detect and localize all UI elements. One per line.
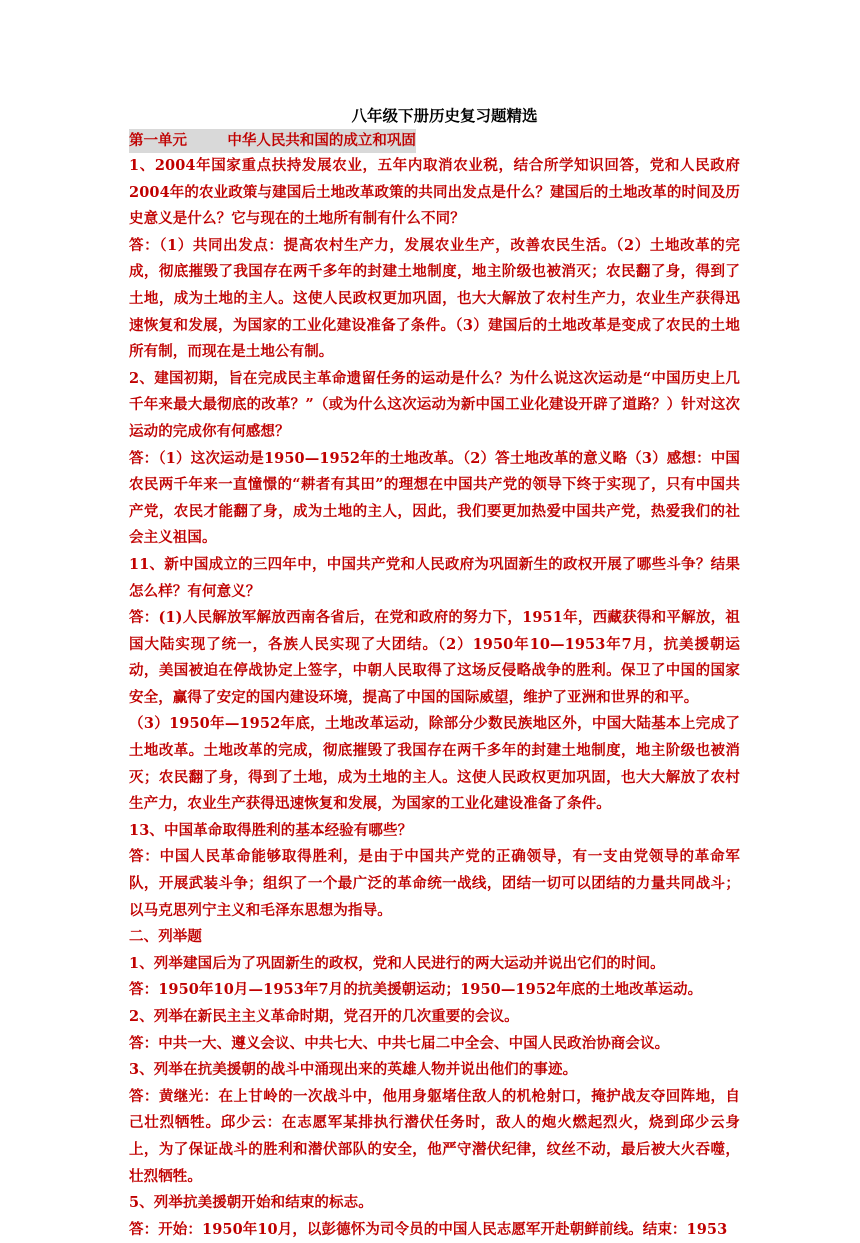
list-question-3: 3、列举在抗美援朝的战斗中涌现出来的英雄人物并说出他们的事迹。 [129,1061,578,1079]
list-answer-3: 答：黄继光：在上甘岭的一次战斗中，他用身躯堵住敌人的机枪射口，掩护战友夺回阵地，自己壮烈牺牲。邱少云：在志愿军某排执行潜伏任务时，敌人的炮火燃起烈火，烧到邱少云身上，为了保证战斗的胜利和潜伏部队的安全，他严守潜伏纪律，纹丝不动，最后被大火吞噬，壮烈牺牲。 [129,1087,740,1185]
list-question-1: 1、列举建国后为了巩固新生的政权，党和人民进行的两大运动并说出它们的时间。 [129,954,665,972]
list-question-2: 2、列举在新民主主义革命时期，党召开的几次重要的会议。 [129,1008,519,1025]
answer-11: 答：(1)人民解放军解放西南各省后，在党和政府的努力下，1951年，西藏获得和平解放，祖国大陆实现了统一，各族人民实现了大团结。（2）1950年10—1953年7月，抗美援朝运动，美国被迫在停战协定上签字，中朝人民取得了这场反侵略战争的胜利。保卫了中国的国家安全，赢得了安定的国内建设环境，提高了中国的国际威望，维护了亚洲和世界的和平。 [129,609,740,706]
question-1: 1、2004年国家重点扶持发展农业，五年内取消农业税，结合所学知识回答，党和人民政府2004年的农业政策与建国后土地改革政策的共同出发点是什么？建国后的土地改革的时间及历史意义是什么？它与现在的土地所有制有什么不同？ [129,157,740,228]
answer-1: 答：（1）共同出发点：提高农村生产力，发展农业生产，改善农民生活。（2）土地改革的完成，彻底摧毁了我国存在两千多年的封建土地制度，地主阶级也被消灭；农民翻了身，得到了土地，成为土地的主人。这使人民政权更加巩固，也大大解放了农村生产力，农业生产获得迅速恢复和发展，为国家的工业化建设准备了条件。（3）建国后的土地改革是变成了农民的土地所有制，而现在是土地公有制。 [129,236,740,361]
answer-2: 答：（1）这次运动是1950—1952年的土地改革。（2）答土地改革的意义略（3）感想：中国农民两千年来一直憧憬的“耕者有其田”的理想在中国共产党的领导下终于实现了，只有中国共产党，农民才能翻了身，成为土地的主人，因此，我们要更加热爱中国共产党，热爱我们的社会主义祖国。 [129,449,740,547]
question-2: 2、建国初期，旨在完成民主革命遗留任务的运动是什么？为什么说这次运动是“中国历史上几千年来最大最彻底的改革？”（或为什么这次运动为新中国工业化建设开辟了道路？）针对这次运动的完成你有何感想？ [129,369,740,440]
answer-11-part-3: （3）1950年—1952年底，土地改革运动，除部分少数民族地区外，中国大陆基本上完成了土地改革。土地改革的完成，彻底摧毁了我国存在两千多年的封建土地制度，地主阶级也被消灭；农民翻了身，得到了土地，成为土地的主人。这使人民政权更加巩固，也大大解放了农村生产力，农业生产获得迅速恢复和发展，为国家的工业化建设准备了条件。 [129,715,740,813]
answer-13: 答：中国人民革命能够取得胜利，是由于中国共产党的正确领导，有一支由党领导的革命军队，开展武装斗争；组织了一个最广泛的革命统一战线，团结一切可以团结的力量共同战斗；以马克思列宁主义和毛泽东思想为指导。 [129,848,740,919]
question-11: 11、新中国成立的三四年中，中国共产党和人民政府为巩固新生的政权开展了哪些斗争？结果怎么样？有何意义？ [129,555,740,600]
list-answer-2: 答：中共一大、遵义会议、中共七大、中共七届二中全会、中国人民政治协商会议。 [129,1034,670,1052]
list-question-5: 5、列举抗美援朝开始和结束的标志。 [129,1194,373,1212]
list-answer-1: 答：1950年10月—1953年7月的抗美援朝运动；1950—1952年底的土地改革运动。 [129,981,703,999]
document-title: 八年级下册历史复习题精选 [351,106,538,125]
question-13: 13、中国革命取得胜利的基本经验有哪些？ [129,821,413,839]
unit-heading: 第一单元 中华人民共和国的成立和巩固 [129,129,416,153]
list-answer-5: 答：开始：1950年10月，以彭德怀为司令员的中国人民志愿军开赴朝鲜前线。结束：1953 [129,1220,728,1238]
section-heading-list: 二、列举题 [129,928,202,946]
